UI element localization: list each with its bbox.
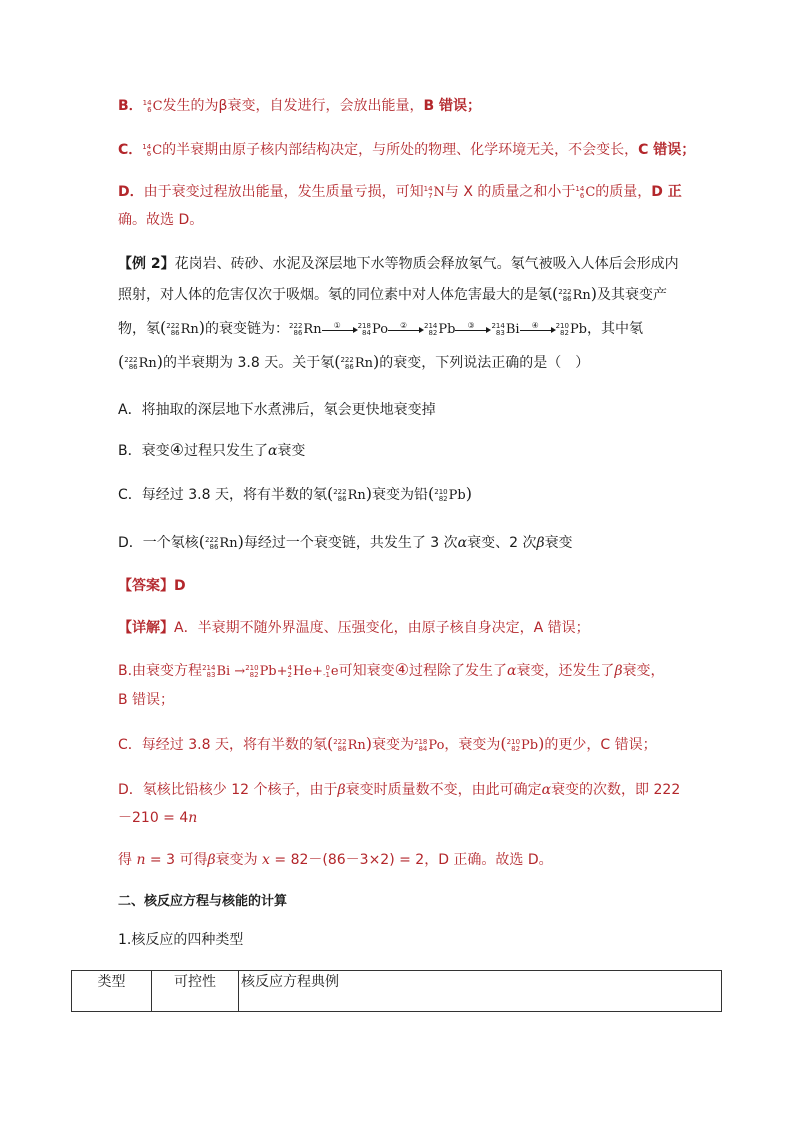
decay-arrow: ① — [322, 324, 358, 334]
choice-d: D．一个氡核(222 86Rn)每经过一个衰变链，共发生了 3 次α衰变、2 次β衰变 — [118, 532, 573, 551]
decay-arrow: ② — [388, 324, 424, 334]
answer-line: 【答案】D — [118, 578, 186, 594]
decay-chain-bi: 214 83Bi — [491, 321, 520, 337]
detail-line-b2: B 错误； — [118, 692, 175, 708]
option-d-line-2: 确。故选 D。 — [118, 212, 204, 228]
example-line-3: 物，氡(222 86Rn)的衰变链为：222 86Rn ① 218 84Po ② 214 82Pb ③ 214 83Bi ④ 210 82Pb，其中氡 — [118, 318, 643, 340]
example-line-4: (222 86Rn)的半衰期为 3.8 天。关于氡(222 86Rn)的衰变，下列说法正确的是（ ） — [118, 352, 590, 371]
nuclide-c14: 14 6C — [575, 184, 596, 200]
detail-line-c: C．每经过 3.8 天，将有半数的氡(222 86Rn)衰变为218 84Po，衰变为(210 82Pb)的更少，C 错误； — [118, 734, 657, 753]
table-header-example: 核反应方程典例 — [241, 974, 339, 990]
section-heading: 二、核反应方程与核能的计算 — [118, 894, 288, 909]
decay-chain-pb214: 214 82Pb — [424, 321, 456, 337]
detail-line-d2: －210 = 4n — [118, 810, 198, 826]
table-header-controllability: 可控性 — [152, 971, 239, 1011]
decay-chain-po: 218 84Po — [357, 321, 389, 337]
example-line-2: 照射，对人体的危害仅次于吸烟。氡的同位素中对人体危害最大的是氡(222 86Rn)及其衰变产 — [118, 284, 667, 306]
example-line-1: 【例 2】花岗岩、砖砂、水泥及深层地下水等物质会释放氡气。氡气被吸入人体后会形成内 — [118, 256, 679, 272]
option-b-line: B．14 6C发生的为β衰变，自发进行，会放出能量，B 错误； — [118, 96, 481, 117]
nuclide-n14: 14 7N — [423, 184, 445, 200]
answer-value: D — [174, 578, 186, 594]
nuclide-c14: 14 6C — [142, 98, 163, 114]
detail-tag: 【详解】 — [118, 620, 174, 636]
decay-chain-rn: 222 86Rn — [289, 321, 322, 337]
choice-a: A．将抽取的深层地下水煮沸后，氡会更快地衰变掉 — [118, 402, 436, 418]
reaction-types-table — [71, 970, 722, 1012]
example-tag: 【例 2】 — [118, 256, 175, 272]
detail-line-d: D．氡核比铅核少 12 个核子，由于β衰变时质量数不变，由此可确定α衰变的次数，即 222 — [118, 782, 681, 798]
option-d-line: D．由于衰变过程放出能量，发生质量亏损，可知14 7N与 X 的质量之和小于14 6C的质量，D 正 — [118, 182, 682, 203]
decay-chain-pb210: 210 82Pb — [555, 321, 588, 337]
choice-c: C．每经过 3.8 天，将有半数的氡(222 86Rn)衰变为铅(210 82Pb) — [118, 484, 472, 506]
decay-arrow: ③ — [455, 324, 491, 334]
nuclide-c14: 14 6C — [142, 142, 163, 158]
detail-line-e: 得 n = 3 可得β衰变为 x = 82－(86－3×2) = 2，D 正确。故选 D。 — [118, 852, 553, 868]
decay-arrow: ④ — [520, 324, 556, 334]
nuclide-rn222: 222 86Rn — [558, 287, 591, 303]
nuclide-pb210: 210 82Pb — [434, 487, 466, 503]
table-header-type: 类型 — [72, 971, 152, 1011]
detail-line-b: B.由衰变方程214 83Bi →210 82Pb+4 2He+ 0 -1e可知衰变④过程除了发生了α衰变，还发生了β衰变， — [118, 660, 665, 679]
detail-line-a: 【详解】A．半衰期不随外界温度、压强变化，由原子核自身决定，A 错误； — [118, 620, 590, 636]
option-c-line: C．14 6C的半衰期由原子核内部结构决定，与所处的物理、化学环境无关，不会变长，C 错误； — [118, 140, 695, 161]
subsection-heading: 1.核反应的四种类型 — [118, 932, 244, 948]
option-label: B． — [118, 98, 143, 114]
choice-b: B．衰变④过程只发生了α衰变 — [118, 440, 306, 459]
